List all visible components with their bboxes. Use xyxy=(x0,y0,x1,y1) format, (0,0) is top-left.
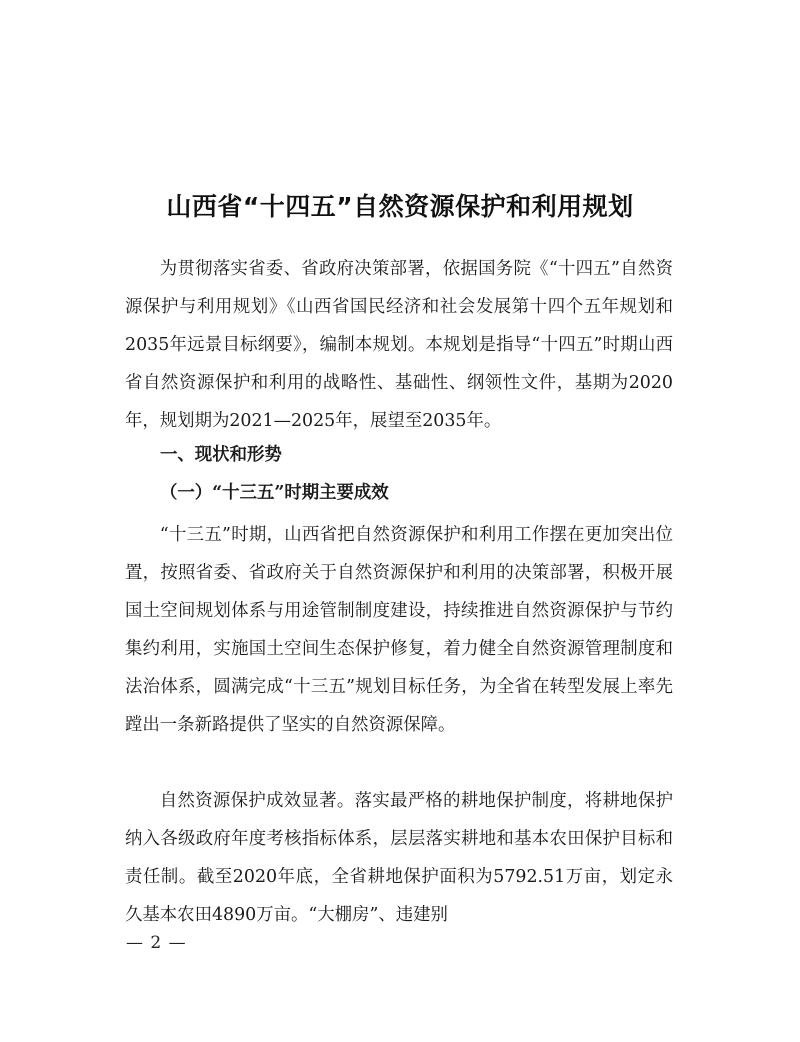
page-number: — 2 — xyxy=(126,933,187,953)
achievements-paragraph: “十三五”时期，山西省把自然资源保护和利用工作摆在更加突出位置，按照省委、省政府关于自然资源保护和利用的决策部署，积极开展国土空间规划体系与用途管制制度建设，持续推进自然资源保护与节约集约利用，实施国土空间生态保护修复，着力健全自然资源管理制度和法治体系，圆满完成“十三五”规划目标任务，为全省在转型发展上率先蹚出一条新路提供了坚实的自然资源保障。 xyxy=(125,525,673,735)
protection-paragraph: 自然资源保护成效显著。落实最严格的耕地保护制度，将耕地保护纳入各级政府年度考核指标体系，层层落实耕地和基本农田保护目标和责任制。截至2020年底，全省耕地保护面积为5792.51万亩，划定永久基本农田4890万亩。“大棚房”、违建别 xyxy=(125,791,673,925)
intro-paragraph: 为贯彻落实省委、省政府决策部署，依据国务院《“十四五”自然资源保护与利用规划》《山西省国民经济和社会发展第十四个五年规划和2035年远景目标纲要》，编制本规划。本规划是指导“十四五”时期山西省自然资源保护和利用的战略性、基础性、纲领性文件，基期为2020年，规划期为2021—2025年，展望至2035年。 xyxy=(125,259,673,431)
subsection-heading: （一）“十三五”时期主要成效 xyxy=(160,483,389,503)
section-heading: 一、现状和形势 xyxy=(160,445,282,465)
document-title: 山西省“十四五”自然资源保护和利用规划 xyxy=(166,191,634,221)
